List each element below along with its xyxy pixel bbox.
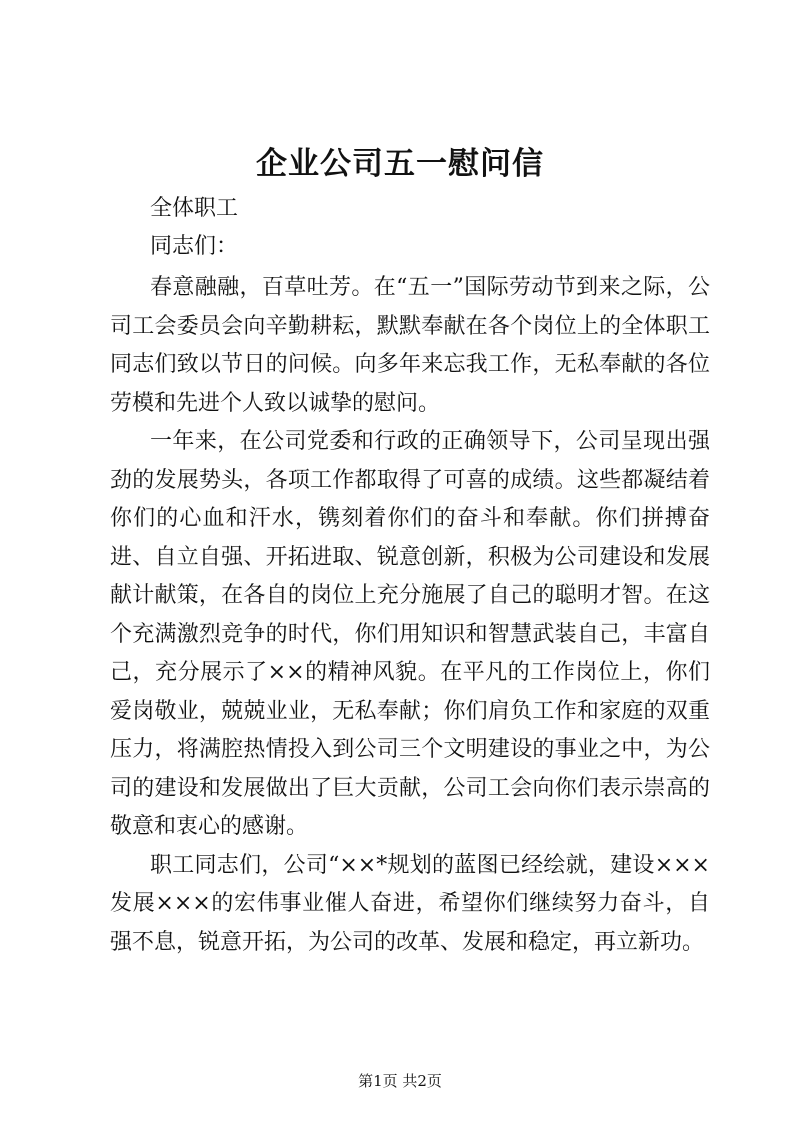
salutation-recipients: 全体职工 <box>150 196 239 221</box>
paragraph-2: 一年来，在公司党委和行政的正确领导下，公司呈现出强劲的发展势头，各项工作都取得了可喜的成绩。这些都凝结着你们的心血和汗水，镌刻着你们的奋斗和奉献。你们拼搏奋进、自立自强、开拓进取、锐意创新，积极为公司建设和发展献计献策，在各自的岗位上充分施展了自己的聪明才智。在这个充满激烈竞争的时代，你们用知识和智慧武装自己，丰富自己，充分展示了××的精神风貌。在平凡的工作岗位上，你们爱岗敬业，兢兢业业，无私奉献；你们肩负工作和家庭的双重压力，将满腔热情投入到公司三个文明建设的事业之中，为公司的建设和发展做出了巨大贡献，公司工会向你们表示崇高的敬意和衷心的感谢。 <box>110 429 710 839</box>
paragraph-1: 春意融融，百草吐芳。在“五一”国际劳动节到来之际，公司工会委员会向辛勤耕耘，默默奉献在各个岗位上的全体职工同志们致以节日的问候。向多年来忘我工作，无私奉献的各位劳模和先进个人致以诚挚的慰问。 <box>110 275 710 416</box>
letter-body <box>110 269 710 962</box>
paragraph-3: 职工同志们，公司“××*规划的蓝图已经绘就，建设×××发展×××的宏伟事业催人奋进，希望你们继续努力奋斗，自强不息，锐意开拓，为公司的改革、发展和稳定，再立新功。 <box>110 852 710 955</box>
salutation-greeting: 同志们： <box>150 234 239 259</box>
page-indicator: 第1页 共2页 <box>358 1072 442 1090</box>
document-title: 企业公司五一慰问信 <box>256 146 544 182</box>
